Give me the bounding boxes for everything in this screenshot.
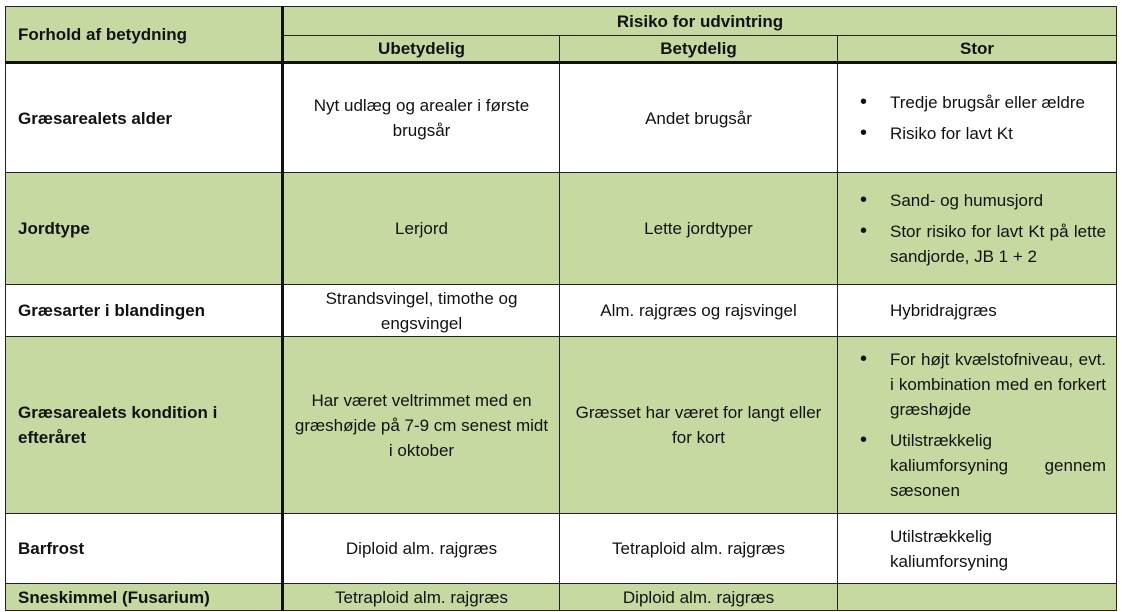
table-row — [6, 337, 1117, 514]
list-item: • Sand- og humusjord — [858, 188, 1106, 213]
header-group-label: Risiko for udvintring — [283, 7, 1117, 36]
cell-high — [838, 285, 1117, 337]
table-row — [6, 63, 1117, 173]
list-item: • Stor risiko for lavt Kt på lette sandjorde, JB 1 + 2 — [858, 219, 1106, 269]
cell-mid: Græsset har været for langt eller for kort — [560, 337, 838, 514]
cell-low: Strandsvingel, timothe og engsvingel — [283, 285, 560, 337]
cell-low: Har været veltrimmet med en græshøjde på 7-9 cm senest midt i oktober — [283, 337, 560, 514]
table-row — [6, 173, 1117, 285]
list-item: • Utilstrækkelig kaliumforsyning gennem sæsonen — [858, 428, 1106, 503]
cell-high-text: Hybridrajgræs — [890, 301, 997, 320]
table-row — [6, 285, 1117, 337]
cell-high — [838, 514, 1117, 584]
cell-high — [838, 173, 1117, 285]
cell-mid: Alm. rajgræs og rajsvingel — [560, 285, 838, 337]
row-label: Græsarealets alder — [6, 63, 283, 173]
cell-mid: Lette jordtyper — [560, 173, 838, 285]
table-row — [6, 514, 1117, 584]
list-item: • For højt kvælstofniveau, evt. i kombination med en forkert græshøjde — [858, 347, 1106, 422]
row-label: Barfrost — [6, 514, 283, 584]
risk-table — [5, 6, 1117, 611]
header-col-low: Ubetydelig — [283, 36, 560, 63]
row-label: Græsarter i blandingen — [6, 285, 283, 337]
table-row — [6, 584, 1117, 611]
row-label: Jordtype — [6, 173, 283, 285]
cell-high — [838, 63, 1117, 173]
header-row-label: Forhold af betydning — [6, 7, 283, 63]
row-label: Græsarealets kondition i efteråret — [6, 337, 283, 514]
cell-mid: Diploid alm. rajgræs — [560, 584, 838, 611]
list-item: • Risiko for lavt Kt — [858, 121, 1106, 146]
list-item: • Tredje brugsår eller ældre — [858, 90, 1106, 115]
cell-high — [838, 337, 1117, 514]
header-col-high: Stor — [838, 36, 1117, 63]
cell-mid: Andet brugsår — [560, 63, 838, 173]
row-label: Sneskimmel (Fusarium) — [6, 584, 283, 611]
cell-low: Diploid alm. rajgræs — [283, 514, 560, 584]
cell-low: Nyt udlæg og arealer i første brugsår — [283, 63, 560, 173]
cell-low: Tetraploid alm. rajgræs — [283, 584, 560, 611]
cell-low: Lerjord — [283, 173, 560, 285]
cell-high — [838, 584, 1117, 611]
cell-high-text: Utilstrækkelig kaliumforsyning — [890, 526, 1009, 571]
header-col-mid: Betydelig — [560, 36, 838, 63]
cell-mid: Tetraploid alm. rajgræs — [560, 514, 838, 584]
